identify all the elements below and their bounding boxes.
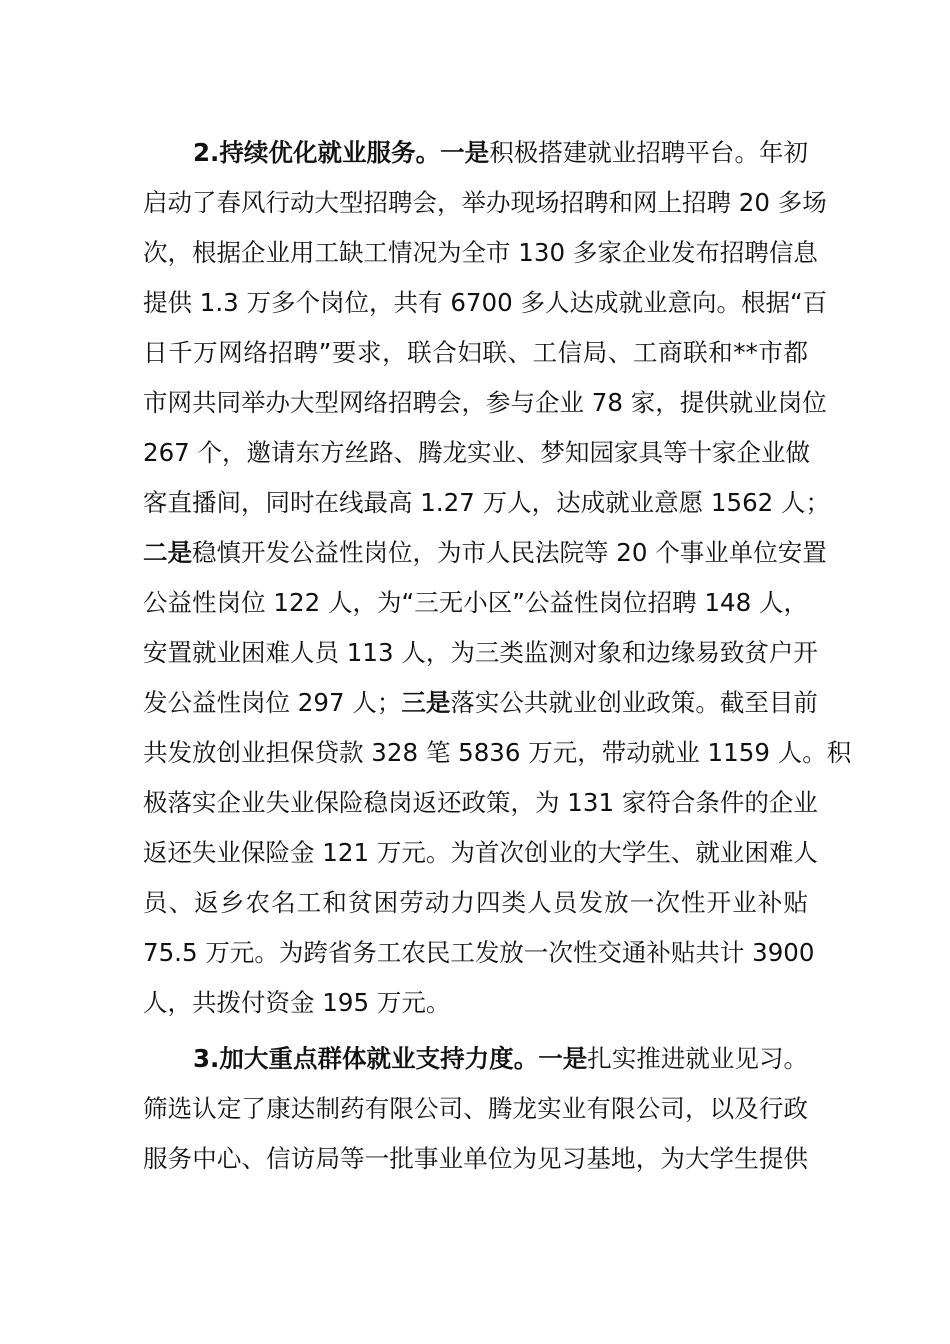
section2-text-9: 稳慎开发公益性岗位，为市人民法院等 20 个事业单位安置 bbox=[192, 538, 827, 567]
section2-line-18: 人，共拨付资金 195 万元。 bbox=[143, 988, 451, 1017]
section2-line-6: 市网共同举办大型网络招聘会，参与企业 78 家，提供就业岗位 bbox=[143, 388, 827, 417]
section2-line-16: 员、返乡农名工和贫困劳动力四类人员发放一次性开业补贴 bbox=[143, 888, 808, 917]
section2-line-2: 启动了春风行动大型招聘会，举办现场招聘和网上招聘 20 多场 bbox=[143, 188, 827, 217]
section2-line-8: 客直播间，同时在线最高 1.27 万人，达成就业意愿 1562 人； bbox=[143, 488, 831, 517]
section2-line-5: 日千万网络招聘”要求，联合妇联、工信局、工商联和**市都 bbox=[143, 338, 808, 367]
section3-lead-1: 一是 bbox=[538, 1044, 588, 1073]
section2-line-17: 75.5 万元。为跨省务工农民工发放一次性交通补贴共计 3900 bbox=[143, 938, 815, 967]
section3-line-1 bbox=[193, 1034, 808, 1084]
section3-line-3: 服务中心、信访局等一批事业单位为见习基地，为大学生提供 bbox=[143, 1144, 808, 1173]
section2-heading: 2.持续优化就业服务。 bbox=[193, 138, 441, 167]
section2-line-9 bbox=[143, 528, 827, 578]
section2-lead-2: 二是 bbox=[143, 538, 192, 567]
section2-line-11: 安置就业困难人员 113 人，为三类监测对象和边缘易致贫户开 bbox=[143, 638, 818, 667]
section2-line-14: 极落实企业失业保险稳岗返还政策，为 131 家符合条件的企业 bbox=[143, 788, 818, 817]
section2-line-3: 次，根据企业用工缺工情况为全市 130 多家企业发布招聘信息 bbox=[143, 238, 818, 267]
section3-text-1: 扎实推进就业见习。 bbox=[587, 1044, 809, 1073]
section3-heading: 3.加大重点群体就业支持力度。 bbox=[193, 1044, 539, 1073]
section2-line-12 bbox=[143, 678, 818, 728]
section2-text-1: 积极搭建就业招聘平台。年初 bbox=[489, 138, 809, 167]
section2-line-7: 267 个，邀请东方丝路、腾龙实业、梦知园家具等十家企业做 bbox=[143, 438, 811, 467]
section2-line-15: 返还失业保险金 121 万元。为首次创业的大学生、就业困难人 bbox=[143, 838, 818, 867]
section2-line-13: 共发放创业担保贷款 328 笔 5836 万元，带动就业 1159 人。积 bbox=[143, 738, 852, 767]
section3-line-2: 筛选认定了康达制药有限公司、腾龙实业有限公司，以及行政 bbox=[143, 1094, 808, 1123]
section2-text-12a: 发公益性岗位 297 人； bbox=[143, 688, 402, 717]
section2-line-10: 公益性岗位 122 人，为“三无小区”公益性岗位招聘 148 人， bbox=[143, 588, 808, 617]
section2-line-4: 提供 1.3 万多个岗位，共有 6700 多人达成就业意向。根据“百 bbox=[143, 288, 828, 317]
section2-line-1 bbox=[193, 128, 808, 178]
section2-text-12b: 落实公共就业创业政策。截至目前 bbox=[450, 688, 818, 717]
section2-lead-3: 三是 bbox=[401, 688, 451, 717]
section2-lead-1: 一是 bbox=[440, 138, 490, 167]
